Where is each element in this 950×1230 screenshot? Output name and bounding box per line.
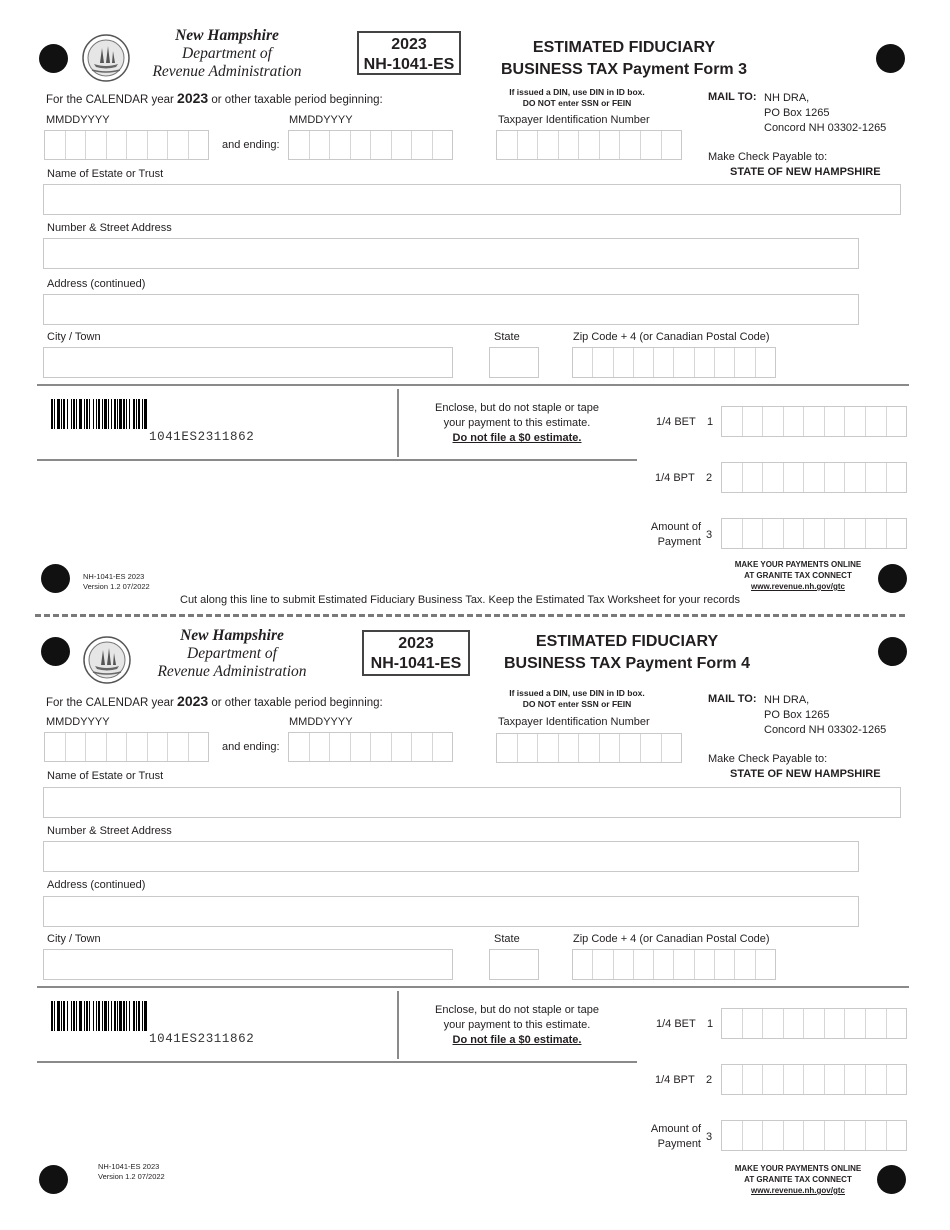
address-cont-input[interactable] [43,896,859,927]
barcode [51,399,281,429]
calendar-label: For the CALENDAR year 2023 or other taxable period beginning: [46,693,383,709]
amount-label: Amount of Payment [650,1123,701,1150]
online-payment-note: MAKE YOUR PAYMENTS ONLINE AT GRANITE TAX CONNECT www.revenue.nh.gov/gtc [734,560,862,591]
form-number: NH-1041-ES [363,56,455,73]
payee-name: STATE OF NEW HAMPSHIRE [730,768,881,780]
address-cont-label: Address (continued) [47,879,146,891]
barcode-number: 1041ES2311862 [149,430,255,444]
mail-to-label: MAIL TO: [708,693,757,705]
and-ending-label: and ending: [222,741,280,753]
agency-name [127,27,327,81]
payable-to-label: Make Check Payable to: [708,753,828,765]
bpt-amount-input[interactable] [721,462,907,493]
bet-label: 1/4 BET [656,1018,696,1030]
din-note: If issued a DIN, use DIN in ID box. DO NOT enter SSN or FEIN [509,87,645,108]
city-input[interactable] [43,949,453,980]
online-payment-link[interactable]: www.revenue.nh.gov/gtc [751,1186,845,1195]
divider [37,459,637,461]
agency-line-2: Department of [182,45,272,62]
city-label: City / Town [47,331,101,343]
line-number-2: 2 [706,472,713,484]
mail-address: NH DRA, PO Box 1265 Concord NH 03302-1265 [764,694,887,736]
payment-amount-input[interactable] [721,518,907,549]
zip-input[interactable] [572,949,776,980]
form-title: ESTIMATED FIDUCIARY BUSINESS TAX Payment Form 3 [501,39,747,78]
payable-to-label: Make Check Payable to: [708,151,828,163]
online-payment-note: MAKE YOUR PAYMENTS ONLINE AT GRANITE TAX CONNECT www.revenue.nh.gov/gtc [734,1164,862,1195]
cut-line [35,614,905,617]
bpt-amount-input[interactable] [721,1064,907,1095]
line-number-2: 2 [706,1074,713,1086]
street-input[interactable] [43,841,859,872]
address-cont-label: Address (continued) [47,278,146,290]
bpt-label: 1/4 BPT [655,472,695,484]
line-number-3: 3 [706,529,713,541]
online-payment-link[interactable]: www.revenue.nh.gov/gtc [751,582,845,591]
form-title: ESTIMATED FIDUCIARY BUSINESS TAX Payment Form 4 [504,633,750,672]
form-year: 2023 [391,36,427,53]
divider [37,1061,637,1063]
estate-name-input[interactable] [43,787,901,818]
registration-mark [39,44,68,73]
registration-mark [878,637,907,666]
agency-name: New Hampshire Department of Revenue Administration [157,627,307,680]
registration-mark [41,637,70,666]
divider [37,384,909,386]
begin-date-format: MMDDYYYY [46,114,110,126]
line-number-3: 3 [706,1131,713,1143]
street-label: Number & Street Address [47,825,172,837]
estate-name-label: Name of Estate or Trust [47,168,164,180]
bet-amount-input[interactable] [721,406,907,437]
line-number-1: 1 [707,1018,714,1030]
amount-label: Amount of Payment [650,521,701,548]
address-cont-input[interactable] [43,294,859,325]
state-input[interactable] [489,347,539,378]
and-ending-label: and ending: [222,139,280,151]
city-input[interactable] [43,347,453,378]
begin-date-input[interactable] [44,130,209,160]
state-label: State [494,331,520,343]
state-input[interactable] [489,949,539,980]
form-id-box [357,31,461,75]
registration-mark [41,564,70,593]
registration-mark [878,564,907,593]
version-info: NH-1041-ES 2023 Version 1.2 07/2022 [98,1162,165,1181]
bet-label: 1/4 BET [656,416,696,428]
barcode [51,1001,281,1031]
bet-amount-input[interactable] [721,1008,907,1039]
begin-date-input[interactable] [44,732,209,762]
estate-name-input[interactable] [43,184,901,215]
end-date-format: MMDDYYYY [289,716,353,728]
bpt-label: 1/4 BPT [655,1074,695,1086]
registration-mark [39,1165,68,1194]
barcode-number: 1041ES2311862 [149,1032,255,1046]
begin-date-format: MMDDYYYY [46,716,110,728]
agency-line-1: New Hampshire [175,27,279,44]
mail-address: NH DRA, PO Box 1265 Concord NH 03302-1265 [764,92,887,134]
end-date-input[interactable] [288,130,453,160]
registration-mark [876,44,905,73]
version-info: NH-1041-ES 2023 Version 1.2 07/2022 [83,572,150,591]
line-number-1: 1 [707,416,714,428]
registration-mark [877,1165,906,1194]
state-label: State [494,933,520,945]
state-seal-icon [82,34,130,82]
tin-label: Taxpayer Identification Number [498,114,650,126]
tin-input[interactable] [496,130,682,160]
end-date-format: MMDDYYYY [289,114,353,126]
city-label: City / Town [47,933,101,945]
street-label: Number & Street Address [47,222,172,234]
cut-instruction: Cut along this line to submit Estimated Fiduciary Business Tax. Keep the Estimated Tax Worksheet for your records [180,594,741,606]
calendar-label: For the CALENDAR year 2023 or other taxable period beginning: [46,90,383,106]
mail-to-label: MAIL TO: [708,91,757,103]
payee-name: STATE OF NEW HAMPSHIRE [730,166,881,178]
zip-label: Zip Code + 4 (or Canadian Postal Code) [573,331,770,343]
payment-amount-input[interactable] [721,1120,907,1151]
zip-label: Zip Code + 4 (or Canadian Postal Code) [573,933,770,945]
tin-input[interactable] [496,733,682,763]
estate-name-label: Name of Estate or Trust [47,770,164,782]
agency-line-3: Revenue Administration [152,63,302,80]
form-id-box: 2023 NH-1041-ES [362,630,470,676]
street-input[interactable] [43,238,859,269]
end-date-input[interactable] [288,732,453,762]
enclose-note: Enclose, but do not staple or tape your payment to this estimate. Do not file a $0 estimate. [435,1004,599,1046]
tin-label: Taxpayer Identification Number [498,716,650,728]
enclose-note: Enclose, but do not staple or tape your payment to this estimate. Do not file a $0 estimate. [435,402,599,444]
state-seal-icon [83,636,131,684]
divider [37,986,909,988]
zip-input[interactable] [572,347,776,378]
din-note: If issued a DIN, use DIN in ID box. DO NOT enter SSN or FEIN [509,688,645,709]
